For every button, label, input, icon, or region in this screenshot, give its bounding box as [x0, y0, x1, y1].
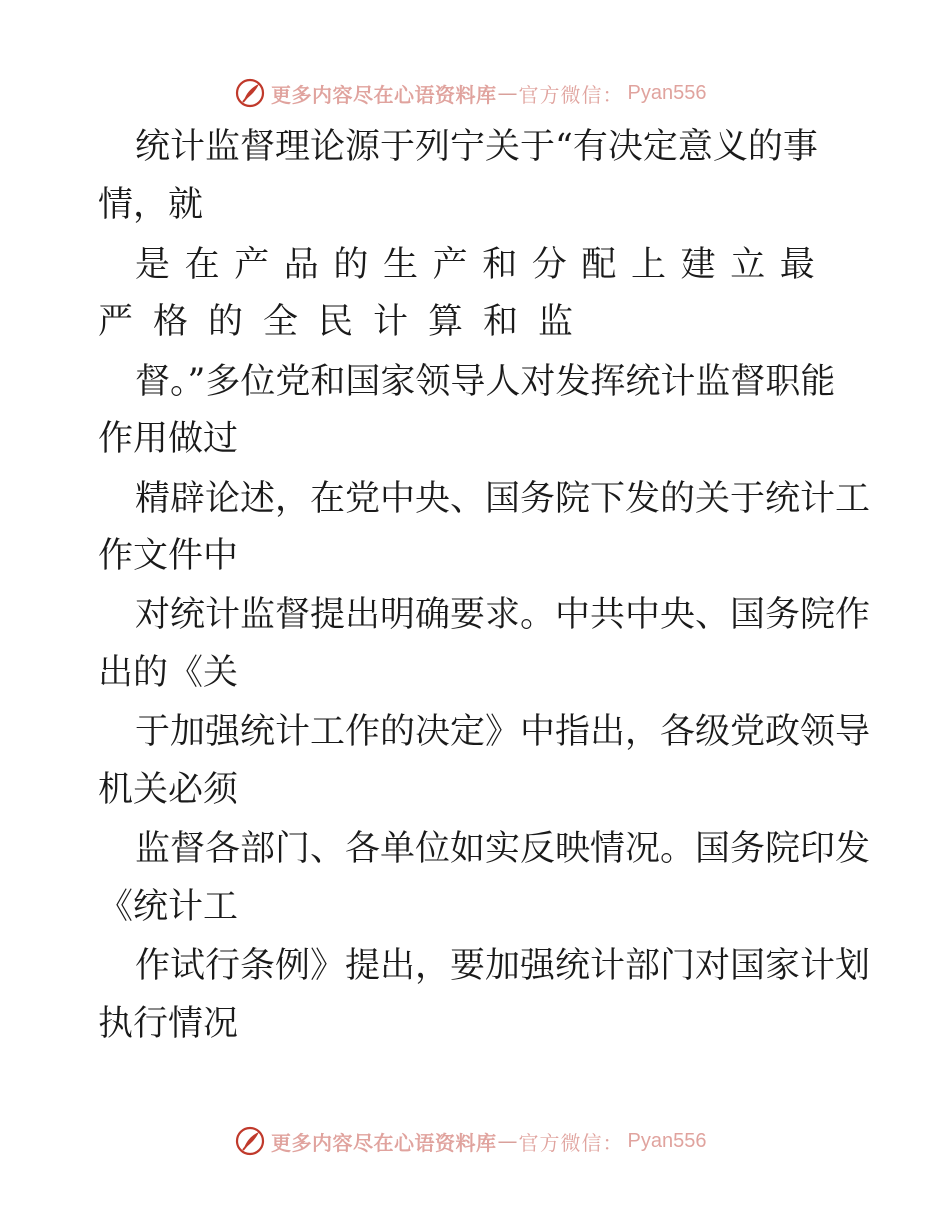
text-line: 对统计监督提出明确要求。中共中央、国务院作 [135, 595, 871, 635]
banner-dash: — [497, 81, 518, 105]
banner-text: 更多内容尽在心语资料库 [271, 1130, 497, 1155]
header-banner [0, 72, 950, 112]
feather-pen-logo-icon [235, 1126, 265, 1156]
wechat-label: 官方微信： [518, 1130, 624, 1155]
text-line: 机关必须 [98, 770, 239, 810]
feather-pen-logo-icon [235, 78, 265, 108]
text-line: 作试行条例》提出，要加强统计部门对国家计划 [135, 946, 871, 986]
text-line: 统计监督理论源于列宁关于“有决定意义的事 [135, 127, 818, 167]
wechat-id: Pyan556 [627, 1129, 707, 1152]
text-line: 《统计工 [98, 887, 239, 927]
text-line: 督。”多位党和国家领导人对发挥统计监督职能 [135, 362, 836, 402]
text-line: 于加强统计工作的决定》中指出，各级党政领导 [135, 712, 871, 752]
banner-text: 更多内容尽在心语资料库 [271, 82, 497, 107]
text-line: 严格的全民计算和监 [98, 302, 594, 342]
text-line: 作文件中 [98, 536, 239, 576]
text-line: 作用做过 [98, 419, 239, 459]
text-line: 监督各部门、各单位如实反映情况。国务院印发 [135, 829, 871, 869]
wechat-label: 官方微信： [518, 82, 624, 107]
footer-banner [0, 1120, 950, 1160]
text-line: 执行情况 [98, 1004, 239, 1044]
text-line: 精辟论述，在党中央、国务院下发的关于统计工 [135, 479, 871, 519]
text-line: 情，就 [98, 185, 204, 225]
wechat-id: Pyan556 [627, 81, 707, 104]
banner-dash: — [497, 1129, 518, 1153]
text-line: 出的《关 [98, 653, 239, 693]
text-line: 是在产品的生产和分配上建立最 [135, 245, 830, 285]
